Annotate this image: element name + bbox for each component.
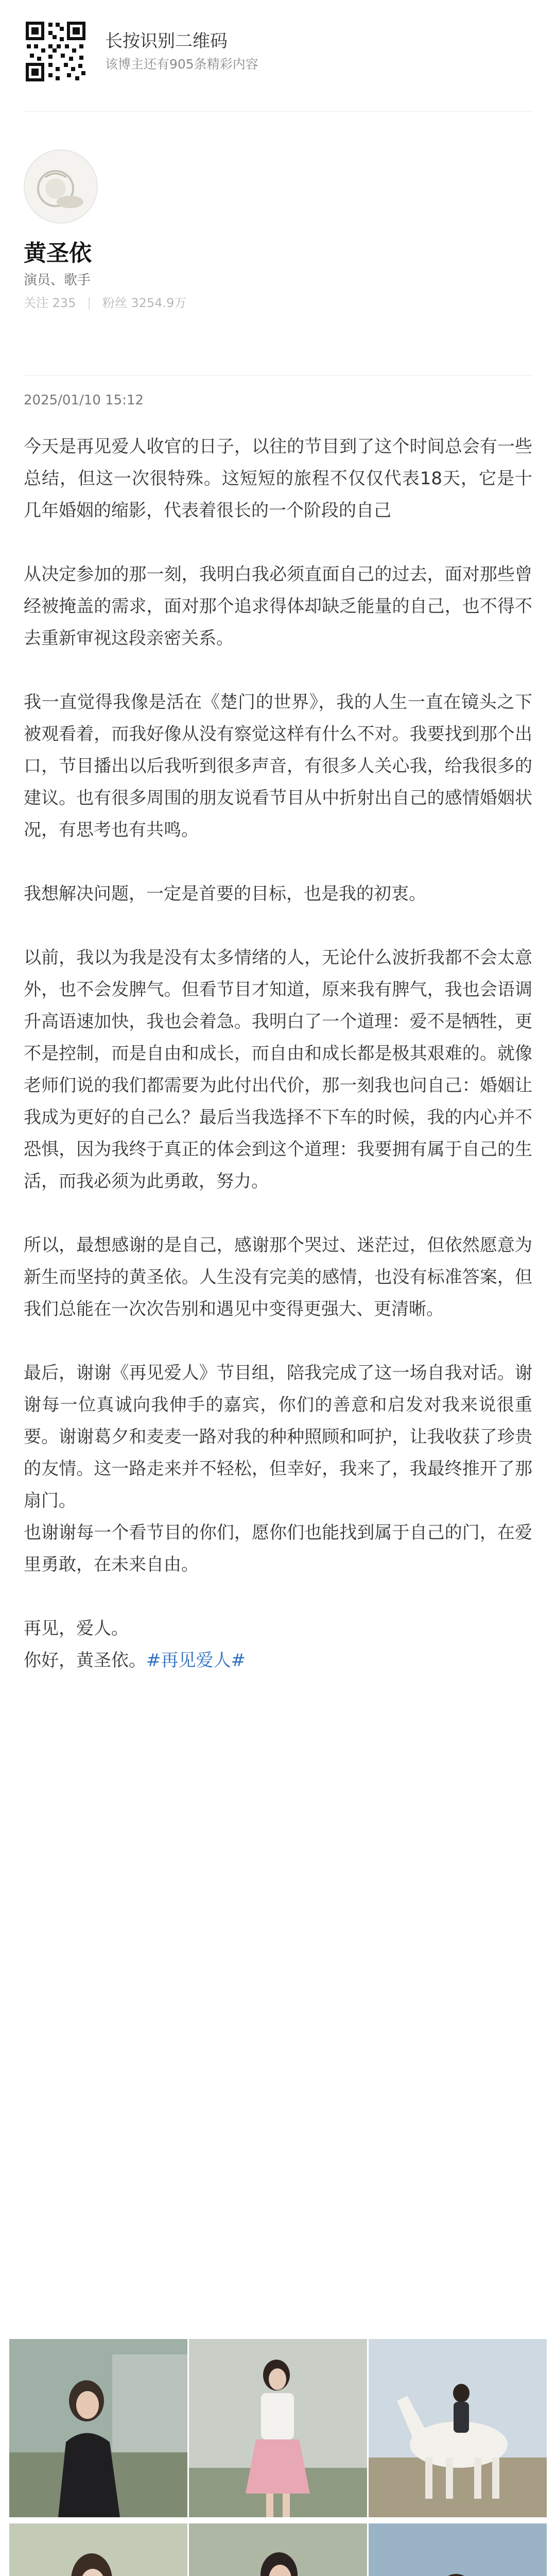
photo-thumbnail[interactable] [9,2339,187,2517]
hashtag-link[interactable]: #再见爱人# [146,1650,246,1671]
qr-code-icon[interactable] [24,20,88,83]
post-paragraph: 也谢谢每一个看节目的你们，愿你们也能找到属于自己的门，在爱里勇敢，在未来自由。 [24,1522,532,1575]
post-paragraph: 最后，谢谢《再见爱人》节目组，陪我完成了这一场自我对话。谢谢每一位真诚向我伸手的嘉宾，你们的善意和启发对我来说很重要。谢谢葛夕和麦麦一路对我的种种照顾和呵护，让我收获了珍贵的友情。这一路走来并不轻松，但幸好，我来了，我最终推开了那扇门。 [24,1363,532,1511]
avatar[interactable] [24,149,98,224]
qr-title: 长按识别二维码 [105,31,228,52]
post-paragraph: 今天是再见爱人收官的日子，以往的节目到了这个时间总会有一些总结，但这一次很特殊。这短短的旅程不仅仅代表18天，它是十几年婚姻的缩影，代表着很长的一个阶段的自己 [24,436,532,521]
qr-banner [0,0,556,103]
following-label: 关注 [24,296,48,310]
photo-thumbnail[interactable] [189,2339,367,2517]
followers-label: 粉丝 [102,296,127,310]
photo-thumbnail[interactable] [369,2523,547,2576]
post-body [24,431,532,1676]
photo-thumbnail[interactable] [369,2339,547,2517]
profile-tags: 演员、歌手 [24,273,91,288]
post-sign-off [24,1645,532,1676]
profile-section [24,149,532,314]
photo-grid [9,2339,547,2576]
post-paragraph: 从决定参加的那一刻，我明白我必须直面自己的过去，面对那些曾经被掩盖的需求，面对那个追求得体却缺乏能量的自己，也不得不去重新审视这段亲密关系。 [24,564,532,649]
qr-subtitle: 该博主还有905条精彩内容 [105,57,258,72]
followers-count[interactable]: 3254.9万 [131,296,187,310]
profile-name[interactable]: 黄圣依 [24,240,92,266]
post-paragraph: 所以，最想感谢的是自己，感谢那个哭过、迷茫过，但依然愿意为新生而坚持的黄圣依。人生没有完美的感情，也没有标准答案，但我们总能在一次次告别和遇见中变得更强大、更清晰。 [24,1235,532,1319]
photo-thumbnail[interactable] [189,2523,367,2576]
post-paragraph: 我一直觉得我像是活在《楚门的世界》，我的人生一直在镜头之下被观看着，而我好像从没有察觉这样有什么不对。我要找到那个出口，节目播出以后我听到很多声音，有很多人关心我，给我很多的建议。也有很多周围的朋友说看节目从中折射出自己的感情婚姻状况，有思考也有共鸣。 [24,692,532,840]
post-paragraph: 我想解决问题，一定是首要的目标，也是我的初衷。 [24,884,426,904]
following-count[interactable]: 235 [52,296,76,310]
divider [24,111,532,112]
post-paragraph: 再见，爱人。 [24,1618,129,1639]
stats-separator: | [87,296,92,310]
post-date: 2025/01/10 15:12 [24,393,144,408]
divider [24,375,532,376]
post-paragraph: 以前，我以为我是没有太多情绪的人，无论什么波折我都不会太意外，也不会发脾气。但看节目才知道，原来我有脾气，我也会语调升高语速加快，我也会着急。我明白了一个道理：爱不是牺牲，更不是控制，而是自由和成长，而自由和成长都是极其艰难的。就像老师们说的我们都需要为此付出代价，那一刻我也问自己：婚姻让我成为更好的自己么？最后当我选择不下车的时候，我的内心并不恐惧，因为我终于真正的体会到这个道理：我要拥有属于自己的生活，而我必须为此勇敢，努力。 [24,947,532,1192]
profile-stats [24,292,532,314]
sign-off-text: 你好，黄圣依。 [24,1650,146,1671]
photo-thumbnail[interactable] [9,2523,187,2576]
